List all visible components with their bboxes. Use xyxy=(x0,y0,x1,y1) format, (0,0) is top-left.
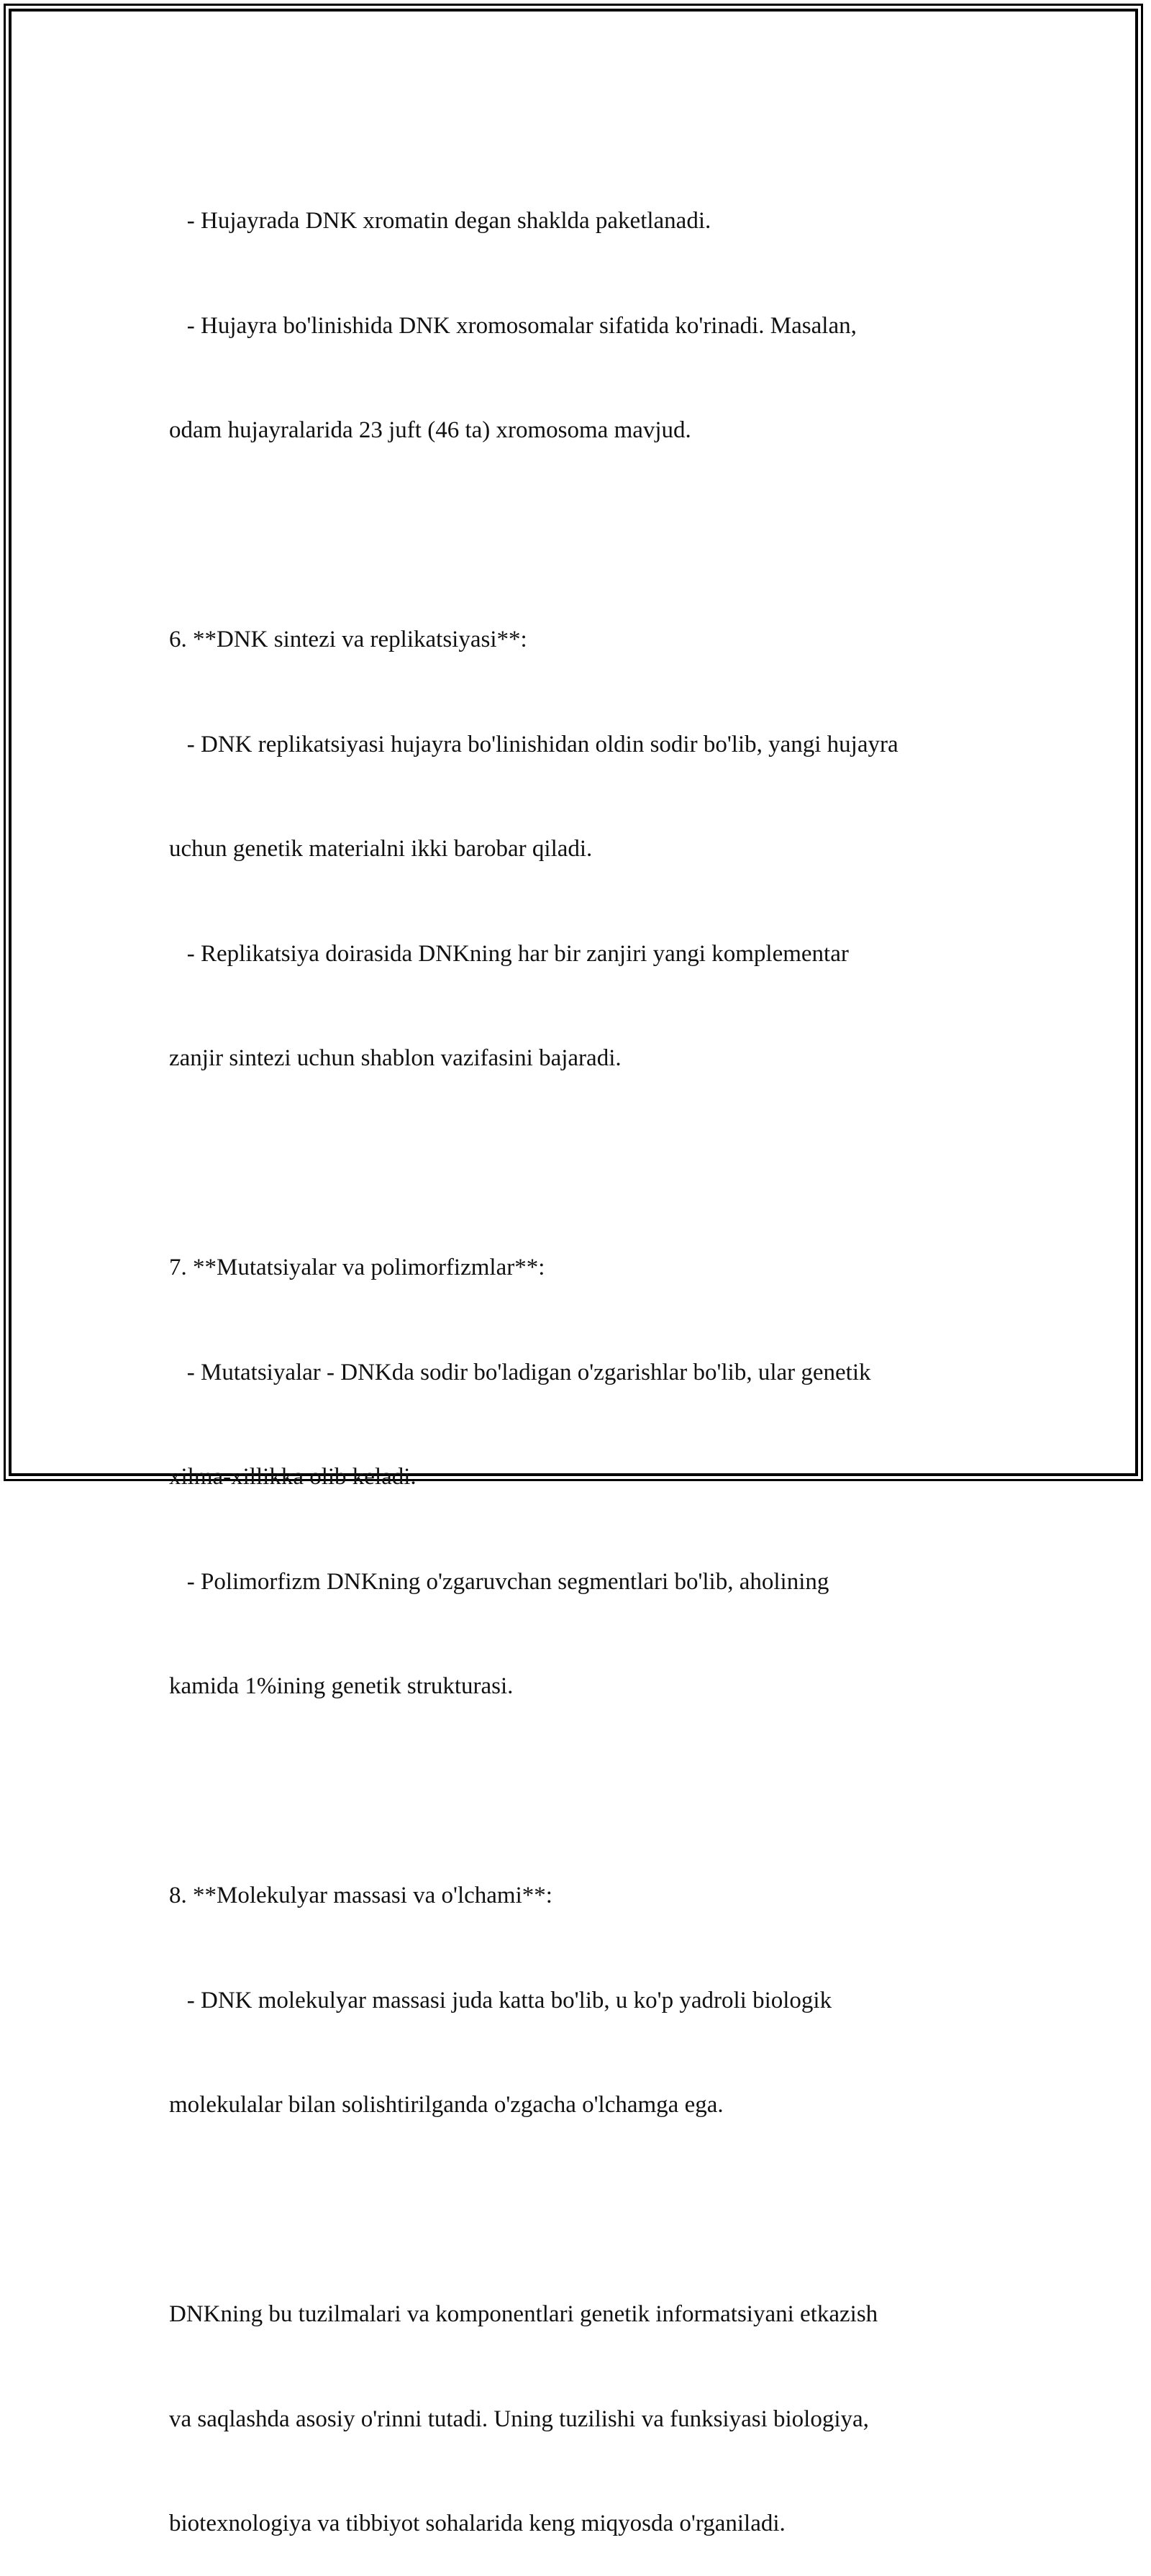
blank-line xyxy=(169,1774,996,1809)
text-line: - Polimorfizm DNKning o'zgaruvchan segmentlari bo'lib, aholining xyxy=(169,1568,829,1595)
text-line: - Replikatsiya doirasida DNKning har bir zanjiri yangi komplementar xyxy=(169,940,849,967)
text-line: odam hujayralarida 23 juft (46 ta) xromosoma mavjud. xyxy=(169,417,691,443)
text-line: - DNK molekulyar massasi juda katta bo'lib, u ko'p yadroli biologik xyxy=(169,1987,832,2013)
text-line: molekulalar bilan solishtirilganda o'zgacha o'lchamga ega. xyxy=(169,2092,724,2118)
section-heading-7: 7. **Mutatsiyalar va polimorfizmlar**: xyxy=(169,1255,545,1280)
text-line: - Hujayra bo'linishida DNK xromosomalar sifatida ko'rinadi. Masalan, xyxy=(169,312,857,339)
text-line: - Hujayrada DNK xromatin degan shaklda paketlanadi. xyxy=(169,208,711,234)
text-line: uchun genetik materialni ikki barobar qiladi. xyxy=(169,836,593,862)
document-body xyxy=(169,134,996,2576)
section-heading-6: 6. **DNK sintezi va replikatsiyasi**: xyxy=(169,627,527,652)
section-heading-8: 8. **Molekulyar massasi va o'lchami**: xyxy=(169,1883,552,1908)
text-line: zanjir sintezi uchun shablon vazifasini bajaradi. xyxy=(169,1045,622,1071)
blank-line xyxy=(169,1146,996,1181)
conclusion-line: va saqlashda asosiy o'rinni tutadi. Uning tuzilishi va funksiyasi biologiya, xyxy=(169,2406,869,2432)
text-line: xilma-xillikka olib keladi. xyxy=(169,1464,417,1490)
blank-line xyxy=(169,518,996,553)
text-line: - Mutatsiyalar - DNKda sodir bo'ladigan o'zgarishlar bo'lib, ular genetik xyxy=(169,1359,871,1385)
text-line: kamida 1%ining genetik strukturasi. xyxy=(169,1673,514,1699)
blank-line xyxy=(169,2193,996,2228)
text-line: - DNK replikatsiyasi hujayra bo'linishidan oldin sodir bo'lib, yangi hujayra xyxy=(169,731,898,757)
conclusion-line: biotexnologiya va tibbiyot sohalarida keng miqyosda o'rganiladi. xyxy=(169,2511,786,2536)
conclusion-line: DNKning bu tuzilmalari va komponentlari genetik informatsiyani etkazish xyxy=(169,2301,878,2327)
